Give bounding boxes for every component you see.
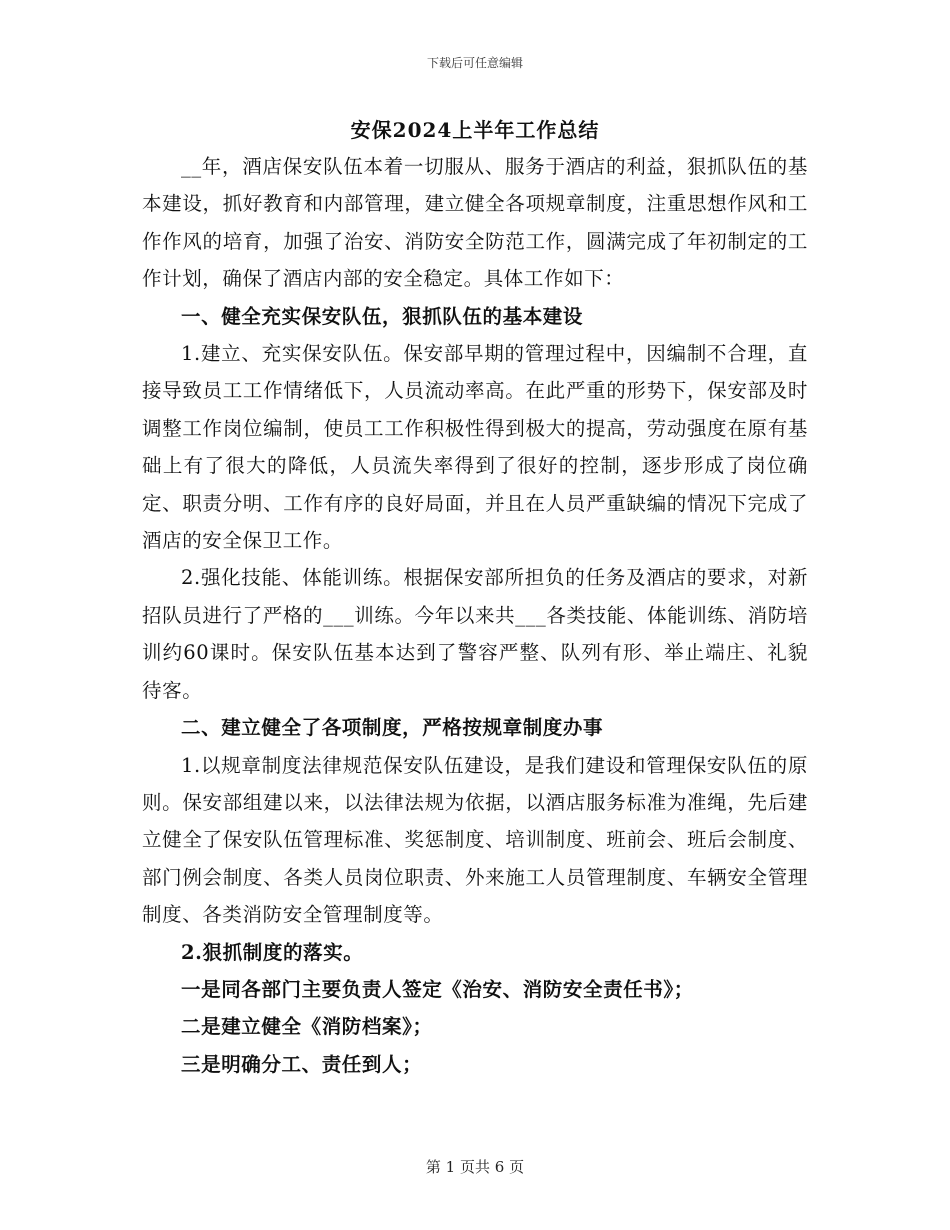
document-title: 安保2024上半年工作总结 [350,118,600,142]
intro-paragraph: __年，酒店保安队伍本着一切服从、服务于酒店的利益，狠抓队伍的基本建设，抓好教育和内部管理，建立健全各项规章制度，注重思想作风和工作作风的培育，加强了治安、消防安全防范工作，圆满完成了年初制定的工作计划，确保了酒店内部的安全稳定。具体工作如下： [142,155,808,291]
section-heading-2: 二、建立健全了各项制度，严格按规章制度办事 [181,716,604,740]
paragraph-2-1: 1.以规章制度法律规范保安队伍建设，是我们建设和管理保安队伍的原则。保安部组建以来，以法律法规为依据，以酒店服务标准为准绳，先后建立健全了保安队伍管理标准、奖惩制度、培训制度、班前会、班后会制度、部门例会制度、各类人员岗位职责、外来施工人员管理制度、车辆安全管理制度、各类消防安全管理制度等。 [142,753,808,927]
paragraph-1-2: 2.强化技能、体能训练。根据保安部所担负的任务及酒店的要求，对新招队员进行了严格的___训练。今年以来共___各类技能、体能训练、消防培训约60课时。保安队伍基本达到了警容严整、队列有形、举止端庄、礼貌待客。 [142,566,808,702]
list-item-2: 二是建立健全《消防档案》； [181,1015,433,1039]
paragraph-2-2-heading: 2.狠抓制度的落实。 [181,940,364,964]
page-header-note: 下载后可任意编辑 [426,56,523,70]
list-item-1: 一是同各部门主要负责人签定《治安、消防安全责任书》； [181,977,694,1001]
section-heading-1: 一、健全充实保安队伍，狠抓队伍的基本建设 [181,304,584,328]
page-number: 第 1 页共 6 页 [425,1158,525,1176]
list-item-3: 三是明确分工、责任到人； [181,1052,423,1076]
document-body [142,148,808,1083]
paragraph-1-1: 1.建立、充实保安队伍。保安部早期的管理过程中，因编制不合理，直接导致员工工作情绪低下，人员流动率高。在此严重的形势下，保安部及时调整工作岗位编制，使员工工作积极性得到极大的提高，劳动强度在原有基础上有了很大的降低，人员流失率得到了很好的控制，逐步形成了岗位确定、职责分明、工作有序的良好局面，并且在人员严重缺编的情况下完成了酒店的安全保卫工作。 [142,342,808,553]
